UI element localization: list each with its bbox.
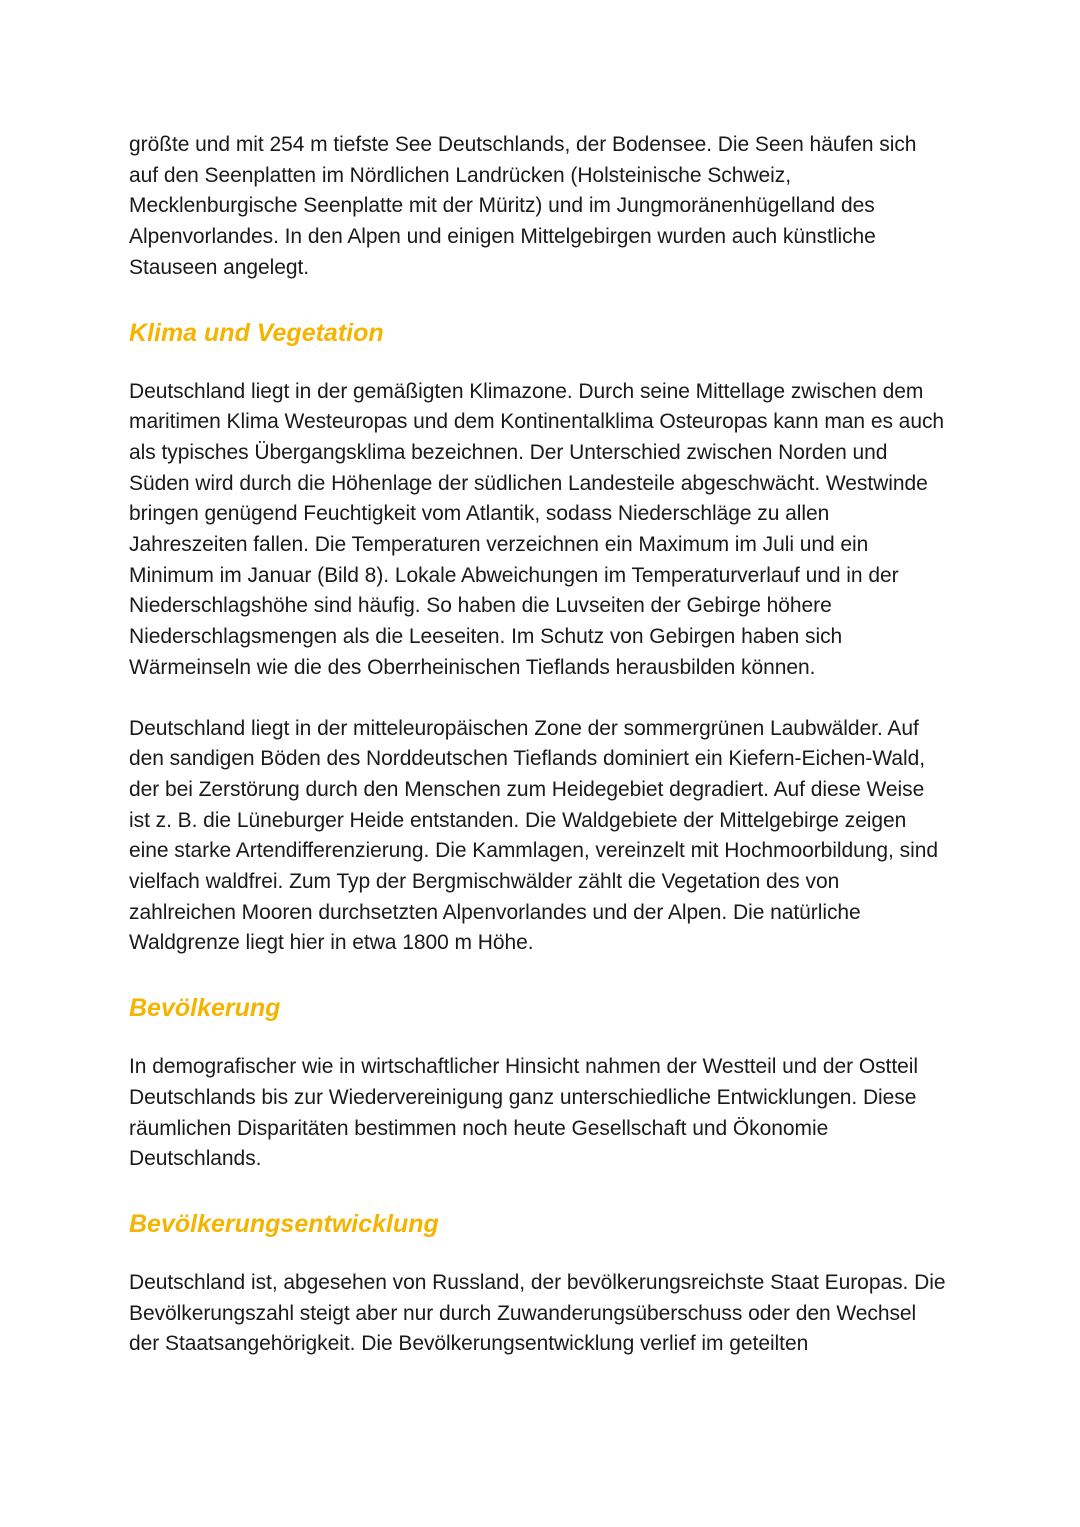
klima-paragraph: Deutschland liegt in der gemäßigten Klimazone. Durch seine Mittellage zwischen dem maritimen Klima Westeuropas und dem Kontinentalklima Osteuropas kann man es auch als typisches Übergangsklima bezeichnen. Der Unterschied zwischen Norden und Süden wird durch die Höhenlage der südlichen Landesteile abgeschwächt. Westwinde bringen genügend Feuchtigkeit vom Atlantik, sodass Niederschläge zu allen Jahreszeiten fallen. Die Temperaturen verzeichnen ein Maximum im Juli und ein Minimum im Januar (Bild 8). Lokale Abweichungen im Temperaturverlauf und in der Niederschlagshöhe sind häufig. So haben die Luvseiten der Gebirge höhere Niederschlagsmengen als die Leeseiten. Im Schutz von Gebirgen haben sich Wärmeinseln wie die des Oberrheinischen Tieflands herausbilden können.	[129, 379, 945, 679]
heading-klima-und-vegetation: Klima und Vegetation	[129, 318, 384, 347]
intro-paragraph: größte und mit 254 m tiefste See Deutschlands, der Bodensee. Die Seen häufen sich auf den Seenplatten im Nördlichen Landrücken (Holsteinische Schweiz, Mecklenburgische Seenplatte mit der Müritz) und im Jungmoränenhügelland des Alpenvorlandes. In den Alpen und einigen Mittelgebirgen wurden auch künstliche Stauseen angelegt.	[129, 133, 917, 279]
bevoelkerung-paragraph: In demografischer wie in wirtschaftlicher Hinsicht nahmen der Westteil und der Ostteil Deutschlands bis zur Wiedervereinigung ganz unterschiedliche Entwicklungen. Diese räumlichen Disparitäten bestimmen noch heute Gesellschaft und Ökonomie Deutschlands.	[129, 1055, 918, 1171]
vegetation-paragraph: Deutschland liegt in der mitteleuropäischen Zone der sommergrünen Laubwälder. Auf den sandigen Böden des Norddeutschen Tieflands dominiert ein Kiefern-Eichen-Wald, der bei Zerstörung durch den Menschen zum Heidegebiet degradiert. Auf diese Weise ist z. B. die Lüneburger Heide entstanden. Die Waldgebiete der Mittelgebirge zeigen eine starke Artendifferenzierung. Die Kammlagen, vereinzelt mit Hochmoorbildung, sind vielfach waldfrei. Zum Typ der Bergmischwälder zählt die Vegetation des von zahlreichen Mooren durchsetzten Alpenvorlandes und der Alpen. Die natürliche Waldgrenze liegt hier in etwa 1800 m Höhe.	[129, 716, 938, 955]
heading-bevoelkerung: Bevölkerung	[129, 994, 281, 1023]
bevoelkerungsentwicklung-paragraph: Deutschland ist, abgesehen von Russland, der bevölkerungsreichste Staat Europas. Die Bevölkerungszahl steigt aber nur durch Zuwanderungsüberschuss oder den Wechsel der Staatsangehörigkeit. Die Bevölkerungsentwicklung verlief im geteilten	[129, 1270, 946, 1356]
heading-bevoelkerungsentwicklung: Bevölkerungsentwicklung	[129, 1209, 439, 1238]
